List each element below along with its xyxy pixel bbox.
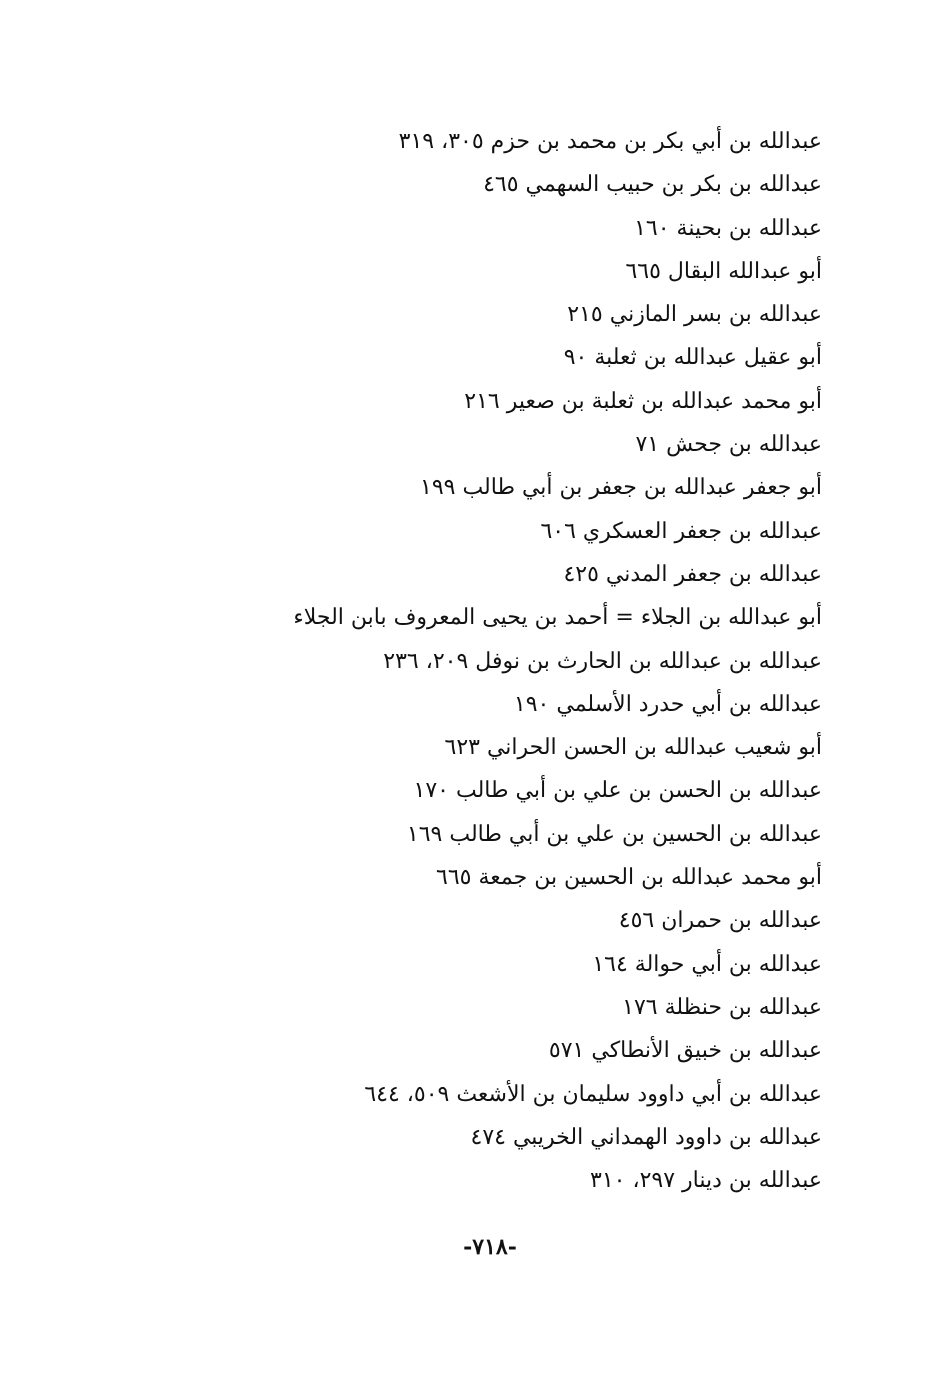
index-entry: عبدالله بن أبي حوالة ١٦٤	[592, 951, 822, 977]
index-entry: أبو محمد عبدالله بن الحسين بن جمعة ٦٦٥	[436, 865, 822, 891]
index-entry: عبدالله بن بسر المازني ٢١٥	[567, 302, 822, 328]
index-entry: عبدالله بن أبي داوود سليمان بن الأشعث ٥٠٩، ٦٤٤	[364, 1081, 822, 1107]
index-entry-list	[122, 120, 822, 1202]
index-entry: عبدالله بن حنظلة ١٧٦	[622, 994, 822, 1020]
index-entry: عبدالله بن جعفر العسكري ٦٠٦	[540, 518, 822, 544]
index-entry: عبدالله بن حمران ٤٥٦	[618, 908, 822, 934]
index-entry: عبدالله بن جعفر المدني ٤٢٥	[563, 561, 822, 587]
index-entry: عبدالله بن جحش ٧١	[635, 432, 822, 458]
index-entry: أبو عبدالله بن الجلاء = أحمد بن يحيى المعروف بابن الجلاء	[293, 605, 822, 631]
index-entry: عبدالله بن الحسن بن علي بن أبي طالب ١٧٠	[413, 778, 822, 804]
index-entry: عبدالله بن أبي حدرد الأسلمي ١٩٠	[513, 691, 822, 717]
index-entry: عبدالله بن دينار ٢٩٧، ٣١٠	[590, 1168, 822, 1194]
index-entry: أبو محمد عبدالله بن ثعلبة بن صعير ٢١٦	[464, 388, 822, 414]
index-entry: عبدالله بن خبيق الأنطاكي ٥٧١	[548, 1038, 822, 1064]
page-number: -٧١٨-	[463, 1234, 517, 1260]
index-entry: عبدالله بن بحينة ١٦٠	[634, 215, 822, 241]
index-entry: عبدالله بن الحسين بن علي بن أبي طالب ١٦٩	[406, 821, 822, 847]
index-entry: أبو شعيب عبدالله بن الحسن الحراني ٦٢٣	[444, 735, 822, 761]
index-entry: أبو عبدالله البقال ٦٦٥	[625, 258, 822, 284]
index-entry: عبدالله بن أبي بكر بن محمد بن حزم ٣٠٥، ٣١٩	[398, 129, 822, 154]
index-entry: أبو عقيل عبدالله بن ثعلبة ٩٠	[563, 345, 822, 371]
index-entry: أبو جعفر عبدالله بن جعفر بن أبي طالب ١٩٩	[420, 475, 822, 501]
index-entry: عبدالله بن بكر بن حبيب السهمي ٤٦٥	[483, 172, 822, 198]
index-entry: عبدالله بن داوود الهمداني الخريبي ٤٧٤	[470, 1124, 822, 1150]
index-entry: عبدالله بن عبدالله بن الحارث بن نوفل ٢٠٩، ٢٣٦	[383, 648, 822, 674]
